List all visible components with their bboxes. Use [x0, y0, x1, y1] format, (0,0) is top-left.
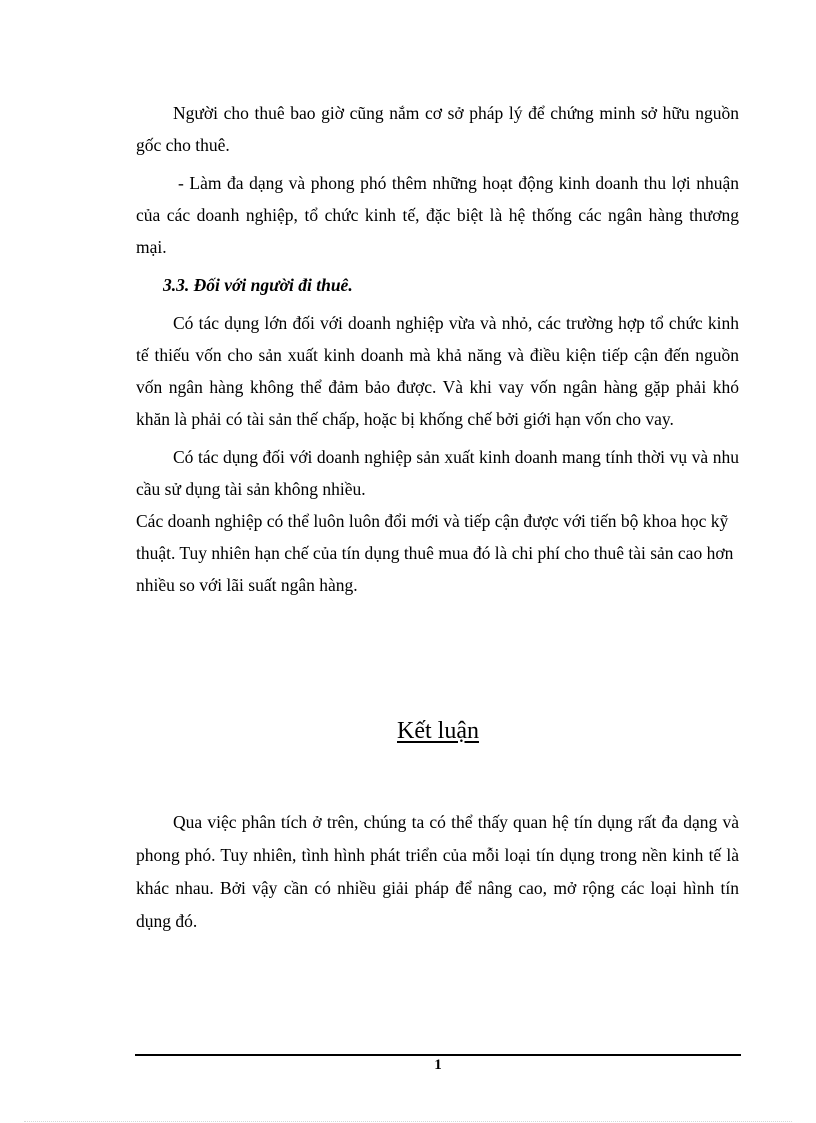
paragraph-conclusion: Qua việc phân tích ở trên, chúng ta có thể thấy quan hệ tín dụng rất đa dạng và phong phó. Tuy nhiên, tình hình phát triển của mỗi loại tín dụng trong nền kinh tế là khác nhau. Bởi vậy cần có nhiều giải pháp để nâng cao, mở rộng các loại hình tín dụng đó. [136, 812, 739, 931]
page-bottom-edge [24, 1121, 792, 1122]
paragraph-lessor-legal-basis: Người cho thuê bao giờ cũng nắm cơ sở pháp lý để chứng minh sở hữu nguồn gốc cho thuê. [136, 103, 739, 155]
paragraph-technology-renewal: Các doanh nghiệp có thể luôn luôn đổi mới và tiếp cận được với tiến bộ khoa học kỹ thuật. Tuy nhiên hạn chế của tín dụng thuê mua đó là chi phí cho thuê tài sản cao hơn nhiều so với lãi suất ngân hàng. [136, 511, 734, 595]
paragraph-small-business-effect: Có tác dụng lớn đối với doanh nghiệp vừa và nhỏ, các trường hợp tổ chức kinh tế thiếu vốn cho sản xuất kinh doanh mà khả năng và điều kiện tiếp cận đến nguồn vốn ngân hàng không thể đảm bảo được. Và khi vay vốn ngân hàng gặp phải khó khăn là phải có tài sản thế chấp, hoặc bị khống chế bởi giới hạn vốn cho vay. [136, 313, 739, 429]
conclusion-section [136, 806, 739, 938]
paragraph-seasonal-business-effect: Có tác dụng đối với doanh nghiệp sản xuất kinh doanh mang tính thời vụ và nhu cầu sử dụng tài sản không nhiều. [136, 447, 739, 499]
body-section [136, 97, 739, 601]
page-number: 1 [434, 1057, 442, 1073]
paragraph-diversify-business: - Làm đa dạng và phong phó thêm những hoạt động kinh doanh thu lợi nhuận của các doanh nghiệp, tổ chức kinh tế, đặc biệt là hệ thống các ngân hàng thương mại. [136, 173, 739, 257]
section-heading-lessee: 3.3. Đối với người đi thuê. [163, 275, 353, 295]
conclusion-title: Kết luận [397, 718, 479, 744]
